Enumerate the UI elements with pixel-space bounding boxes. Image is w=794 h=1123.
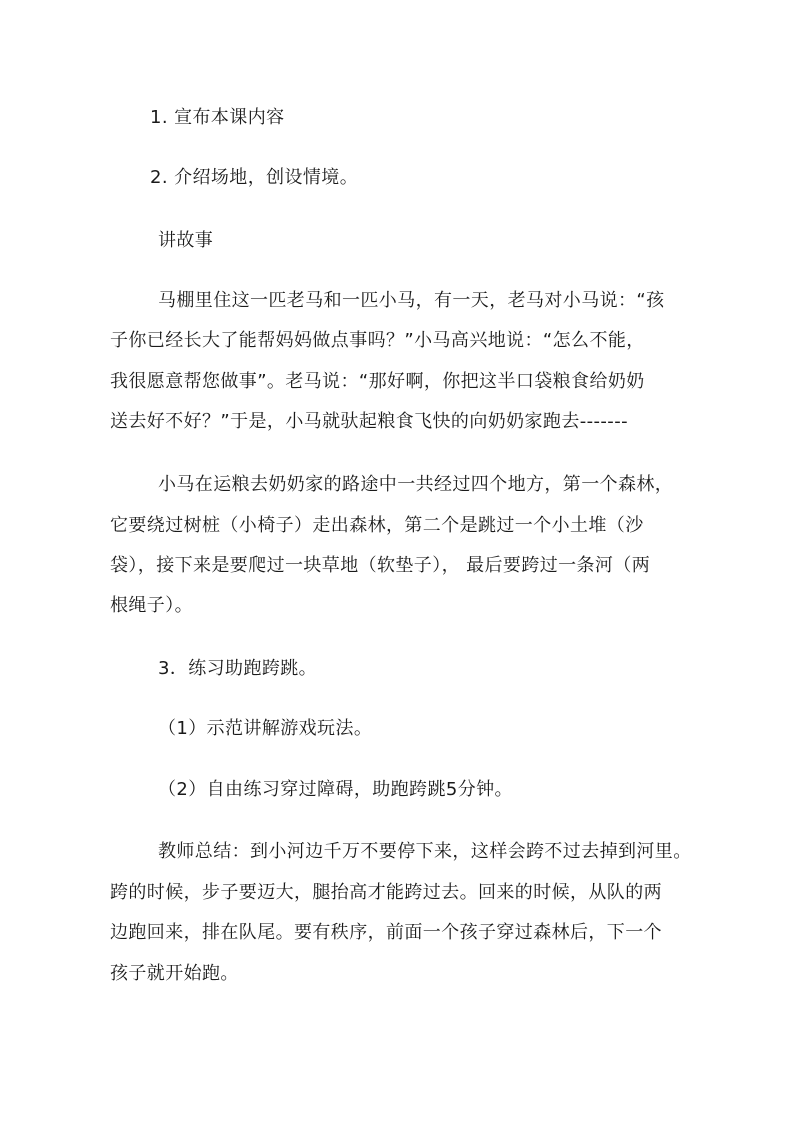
story-paragraph-line-1: 马棚里住这一匹老马和一匹小马，有一天，老马对小马说：“孩 bbox=[158, 290, 665, 311]
summary-paragraph-line-3: 边跑回来，排在队尾。要有秩序，前面一个孩子穿过森林后，下一个 bbox=[110, 922, 662, 943]
story-paragraph-line-4: 送去好不好？”于是，小马就驮起粮食飞快的向奶奶家跑去------- bbox=[110, 411, 628, 432]
section-heading-story: 讲故事 bbox=[158, 230, 214, 251]
story-paragraph-line-2: 子你已经长大了能帮妈妈做点事吗？”小马高兴地说：“怎么不能， bbox=[110, 330, 645, 351]
route-paragraph-line-1: 小马在运粮去奶奶家的路途中一共经过四个地方，第一个森林， bbox=[158, 474, 674, 495]
route-paragraph-line-2: 它要绕过树桩（小椅子）走出森林，第二个是跳过一个小土堆（沙 bbox=[110, 515, 644, 536]
list-item-3: 3．练习助跑跨跳。 bbox=[158, 658, 318, 679]
list-item-2: 2. 介绍场地，创设情境。 bbox=[150, 167, 359, 188]
story-paragraph-line-3: 我很愿意帮您做事”。老马说：“那好啊，你把这半口袋粮食给奶奶 bbox=[110, 371, 645, 392]
sub-item-1: （1）示范讲解游戏玩法。 bbox=[158, 718, 373, 739]
list-item-1: 1. 宣布本课内容 bbox=[150, 107, 285, 128]
route-paragraph-line-4: 根绳子）。 bbox=[110, 595, 193, 616]
route-paragraph-line-3: 袋），接下来是要爬过一块草地（软垫子）， 最后要跨过一条河（两 bbox=[110, 555, 651, 576]
summary-paragraph-line-4: 孩子就开始跑。 bbox=[110, 963, 239, 984]
summary-paragraph-line-1: 教师总结：到小河边千万不要停下来，这样会跨不过去掉到河里。 bbox=[158, 841, 692, 862]
summary-paragraph-line-2: 跨的时候，步子要迈大，腿抬高才能跨过去。回来的时候，从队的两 bbox=[110, 882, 662, 903]
sub-item-2: （2）自由练习穿过障碍，助跑跨跳5分钟。 bbox=[158, 779, 513, 800]
